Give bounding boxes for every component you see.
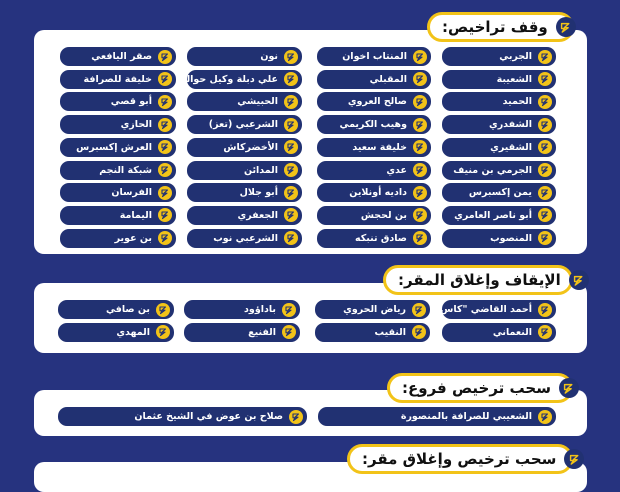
section-title: وقف تراخيص: [442,18,548,36]
company-chip [318,407,556,426]
company-chip [317,183,431,202]
company-name: صالح العروي [347,96,407,108]
bolt-icon [158,50,172,64]
bolt-icon [413,231,427,245]
bolt-icon [282,325,296,339]
company-chip [317,92,431,111]
bolt-icon [284,95,298,109]
company-name: الحميد [502,96,532,108]
company-chip [187,47,302,66]
bolt-icon [538,163,552,177]
company-name: المدائن [243,164,278,176]
company-chip [317,138,431,157]
bolt-icon [284,163,298,177]
bolt-icon [284,231,298,245]
company-name: بن صافي [105,304,150,315]
bolt-icon [284,72,298,86]
company-chip [187,183,302,202]
bolt-icon [158,231,172,245]
bolt-icon [284,186,298,200]
bolt-icon [538,208,552,222]
company-chip [60,115,176,134]
company-chip [317,229,431,248]
bolt-icon [413,118,427,132]
company-name: وهيب الكريمي [339,119,407,131]
bolt-icon [284,208,298,222]
section-header [387,373,573,403]
company-name: أبو جلال [239,187,278,199]
section-title: سحب ترخيص فروع: [402,379,551,397]
company-name: بن لحجش [360,209,407,221]
company-chip [58,300,174,319]
bolt-icon [569,270,589,290]
bolt-icon [158,163,172,177]
bolt-icon [284,50,298,64]
company-chip [317,70,431,89]
bolt-icon [538,72,552,86]
bolt-icon [158,72,172,86]
company-name: الشرعبي نوب [213,232,278,244]
section-header [427,12,574,42]
company-chip [187,229,302,248]
bolt-icon [538,140,552,154]
bolt-icon [413,186,427,200]
section-title: سحب ترخيص وإغلاق مقر: [362,450,557,468]
bolt-icon [413,140,427,154]
company-chip [442,70,556,89]
company-name: صلاح بن عوض في الشيخ عثمان [134,411,283,422]
bolt-icon [158,186,172,200]
company-chip [60,183,176,202]
company-name: باداؤود [244,304,276,315]
company-name: الجعفري [237,209,278,221]
company-chip [60,92,176,111]
company-chip [315,323,430,342]
company-name: رياض الحروي [343,304,406,315]
company-chip [315,300,430,319]
section-header [347,444,573,474]
company-name: الشرعبي (تعز) [208,119,278,131]
bolt-icon [282,303,296,317]
company-chip [184,323,300,342]
company-name: الشعيبي للصرافة بالمنصورة [400,411,532,422]
company-name: المنتاب اخوان [342,51,407,62]
bolt-icon [538,50,552,64]
section-title: الإيقاف وإغلاق المقر: [398,271,561,289]
company-chip [58,407,307,426]
company-chip [442,161,556,180]
company-chip [317,161,431,180]
company-chip [180,70,302,89]
company-name: الشعيبة [496,73,532,85]
company-name: اليمامة [119,209,152,221]
bolt-icon [559,378,579,398]
bolt-icon [413,50,427,64]
bolt-icon [556,17,576,37]
bolt-icon [538,95,552,109]
bolt-icon [538,410,552,424]
company-name: يمن إكسبرس [468,187,532,199]
company-chip [442,229,556,248]
company-name: الحازي [120,119,152,131]
company-name: المقبلي [369,73,407,85]
company-chip [442,323,556,342]
bolt-icon [284,118,298,132]
company-name: المنصوب [490,232,532,244]
company-name: الجربي [499,51,532,62]
bolt-icon [413,72,427,86]
company-chip [60,47,176,66]
company-name: الشفدري [489,119,532,131]
company-name: المهدي [116,326,150,338]
section-header [383,265,573,295]
company-name: الفنيع [248,326,276,338]
company-chip [184,300,300,319]
company-name: الجرمي بن منيف [453,164,532,176]
company-chip [60,138,176,157]
bolt-icon [156,325,170,339]
company-name: صقر اليافعي [91,51,152,62]
company-chip [60,229,176,248]
company-name: الحبيشي [237,96,278,108]
bolt-icon [158,208,172,222]
company-chip [317,47,431,66]
company-chip [60,206,176,225]
company-name: علي دبلة وكيل حوالة [180,73,278,85]
company-name: نون [260,51,278,62]
bolt-icon [413,163,427,177]
bolt-icon [156,303,170,317]
company-name: صادق تنبكه [354,232,407,244]
company-name: شبكة النجم [99,164,152,176]
company-chip [442,47,556,66]
company-name: الشقيري [490,141,532,153]
company-name: أبو ناصر العامري [454,209,532,221]
bolt-icon [158,118,172,132]
company-name: العرش إكسبرس [76,141,152,153]
company-chip [60,70,176,89]
company-name: الفرسان [111,187,152,199]
company-name: الأخضركاش [223,141,278,153]
company-name: بن عوير [114,232,152,244]
bolt-icon [538,325,552,339]
company-name: خليفة للصرافة [83,73,152,85]
bolt-icon [412,325,426,339]
bolt-icon [284,140,298,154]
bolt-icon [538,186,552,200]
bolt-icon [413,208,427,222]
bolt-icon [412,303,426,317]
bolt-icon [289,410,303,424]
company-chip [187,138,302,157]
company-chip [187,115,302,134]
company-name: داديه أونلاين [349,187,407,199]
company-chip [187,92,302,111]
bolt-icon [538,303,552,317]
company-chip [187,161,302,180]
company-chip [442,138,556,157]
company-chip [317,115,431,134]
company-name: خليفة سعيد [352,141,407,153]
company-chip [442,206,556,225]
bolt-icon [413,95,427,109]
company-chip [442,115,556,134]
company-name: النعماني [492,326,532,338]
bolt-icon [538,231,552,245]
bolt-icon [158,140,172,154]
company-chip [60,161,176,180]
company-name: النقيب [374,326,406,338]
bolt-icon [538,118,552,132]
company-name: أحمد القاضي "كاس" [435,304,532,315]
company-chip [435,300,556,319]
bolt-icon [158,95,172,109]
company-chip [442,92,556,111]
company-chip [58,323,174,342]
company-chip [187,206,302,225]
company-name: أبو قصي [110,96,152,108]
company-chip [317,206,431,225]
company-chip [442,183,556,202]
company-name: عدي [386,164,407,176]
